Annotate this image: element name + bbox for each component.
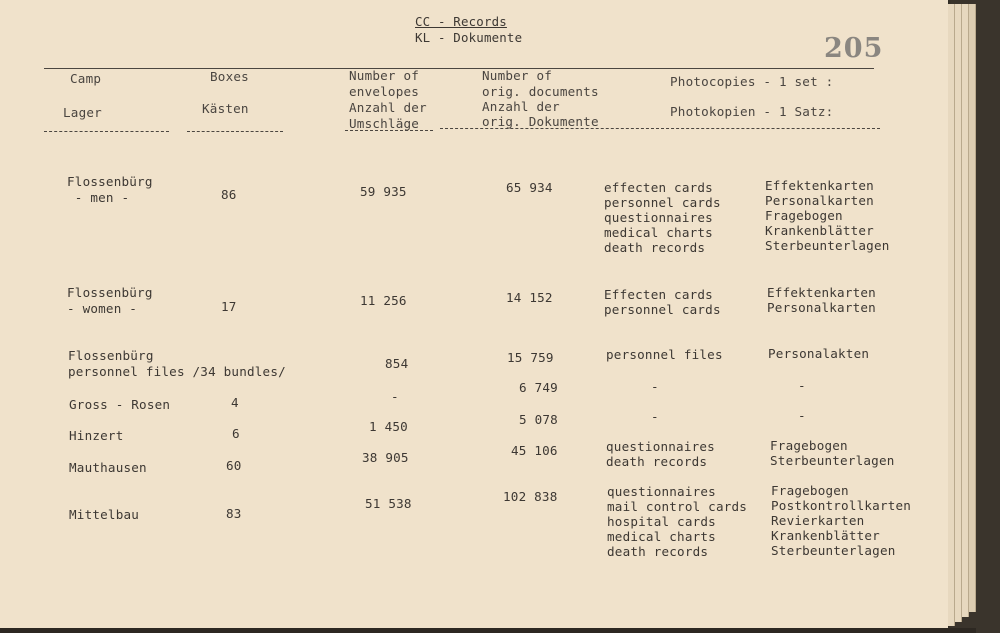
row-1-copies-en-2: personnel cards [604, 195, 721, 210]
row-2-copies-en-2: personnel cards [604, 302, 721, 317]
row-1-copies-de-4: Krankenblätter [765, 223, 874, 238]
row-4-documents: 6 749 [519, 380, 558, 395]
row-2-copies-de-2: Personalkarten [767, 300, 876, 315]
page-stack-edge [969, 4, 976, 612]
row-2-envelopes: 11 256 [360, 293, 407, 308]
row-1-copies-en-1: effecten cards [604, 180, 713, 195]
row-3-camp-line-2: personnel files /34 bundles/ [68, 364, 286, 379]
row-1-boxes: 86 [221, 187, 237, 202]
header-envelopes-line-4: Umschläge [349, 116, 420, 131]
header-photocopies-de: Photokopien - 1 Satz: [670, 104, 834, 119]
row-6-copies-en-2: death records [606, 454, 708, 469]
row-7-copies-en-1: questionnaires [607, 484, 716, 499]
header-boxes-de: Kästen [202, 101, 249, 116]
row-1-documents: 65 934 [506, 180, 553, 195]
row-3-copies-de-1: Personalakten [768, 346, 870, 361]
row-5-copies-de: - [798, 408, 806, 423]
row-7-envelopes: 51 538 [365, 496, 412, 511]
row-2-copies-en-1: Effecten cards [604, 287, 713, 302]
header-bottom-rule-right [440, 128, 880, 130]
row-7-copies-de-2: Postkontrollkarten [771, 498, 912, 513]
row-7-copies-en-4: medical charts [607, 529, 716, 544]
header-documents-line-4: orig. Dokumente [482, 114, 599, 129]
row-7-camp: Mittelbau [69, 507, 140, 522]
page-stack-edge [955, 4, 962, 622]
header-documents-line-1: Number of [482, 68, 553, 83]
header-bottom-rule-camp [44, 131, 169, 133]
row-4-copies-de: - [798, 378, 806, 393]
row-1-camp-line-2: - men - [67, 190, 130, 205]
row-7-copies-de-1: Fragebogen [771, 483, 849, 498]
row-6-documents: 45 106 [511, 443, 558, 458]
row-3-documents: 15 759 [507, 350, 554, 365]
row-7-copies-en-5: death records [607, 544, 709, 559]
row-7-boxes: 83 [226, 506, 242, 521]
header-documents-line-2: orig. documents [482, 84, 599, 99]
header-bottom-rule-envelopes [345, 130, 433, 132]
row-7-copies-en-3: hospital cards [607, 514, 716, 529]
row-6-copies-de-2: Sterbeunterlagen [770, 453, 895, 468]
row-3-envelopes: 854 [385, 356, 409, 371]
title-line-1: CC - Records [415, 14, 507, 29]
row-1-copies-de-5: Sterbeunterlagen [765, 238, 890, 253]
row-4-boxes: 4 [231, 395, 239, 410]
header-envelopes-line-1: Number of [349, 68, 420, 83]
row-2-boxes: 17 [221, 299, 237, 314]
title-line-2: KL - Dokumente [415, 30, 523, 45]
header-camp-de: Lager [63, 105, 102, 120]
row-1-envelopes: 59 935 [360, 184, 407, 199]
row-7-copies-de-3: Revierkarten [771, 513, 865, 528]
header-documents-line-3: Anzahl der [482, 99, 560, 114]
row-1-copies-de-1: Effektenkarten [765, 178, 874, 193]
row-2-camp-line-1: Flossenbürg [67, 285, 153, 300]
row-2-documents: 14 152 [506, 290, 553, 305]
row-6-boxes: 60 [226, 458, 242, 473]
scan-background [0, 628, 976, 633]
header-camp-en: Camp [70, 71, 102, 86]
row-5-camp: Hinzert [69, 428, 124, 443]
header-top-rule [44, 68, 874, 69]
row-1-copies-en-3: questionnaires [604, 210, 713, 225]
row-6-copies-en-1: questionnaires [606, 439, 715, 454]
row-6-envelopes: 38 905 [362, 450, 409, 465]
header-photocopies-en: Photocopies - 1 set : [670, 74, 834, 89]
header-envelopes-line-2: envelopes [349, 84, 420, 99]
row-6-camp: Mauthausen [69, 460, 147, 475]
page-stack-edge [948, 4, 955, 626]
row-1-copies-de-2: Personalkarten [765, 193, 874, 208]
header-boxes-en: Boxes [210, 69, 249, 84]
row-1-copies-en-5: death records [604, 240, 706, 255]
row-7-copies-en-2: mail control cards [607, 499, 748, 514]
row-5-documents: 5 078 [519, 412, 558, 427]
page-stack-edge [962, 4, 969, 617]
row-5-copies-en: - [651, 409, 659, 424]
row-1-copies-en-4: medical charts [604, 225, 713, 240]
row-7-copies-de-4: Krankenblätter [771, 528, 880, 543]
row-6-copies-de-1: Fragebogen [770, 438, 848, 453]
row-3-camp-line-1: Flossenbürg [68, 348, 154, 363]
row-7-documents: 102 838 [503, 489, 558, 504]
header-envelopes-line-3: Anzahl der [349, 100, 427, 115]
row-3-copies-en-1: personnel files [606, 347, 723, 362]
row-2-copies-de-1: Effektenkarten [767, 285, 876, 300]
row-7-copies-de-5: Sterbeunterlagen [771, 543, 896, 558]
header-bottom-rule-boxes [187, 131, 283, 133]
page-number: 205 [824, 33, 884, 64]
row-2-camp-line-2: - women - [67, 301, 138, 316]
row-4-envelopes: - [391, 389, 399, 404]
row-4-camp: Gross - Rosen [69, 397, 171, 412]
row-4-copies-en: - [651, 379, 659, 394]
row-5-envelopes: 1 450 [369, 419, 408, 434]
row-5-boxes: 6 [232, 426, 240, 441]
row-1-camp-line-1: Flossenbürg [67, 174, 153, 189]
row-1-copies-de-3: Fragebogen [765, 208, 843, 223]
